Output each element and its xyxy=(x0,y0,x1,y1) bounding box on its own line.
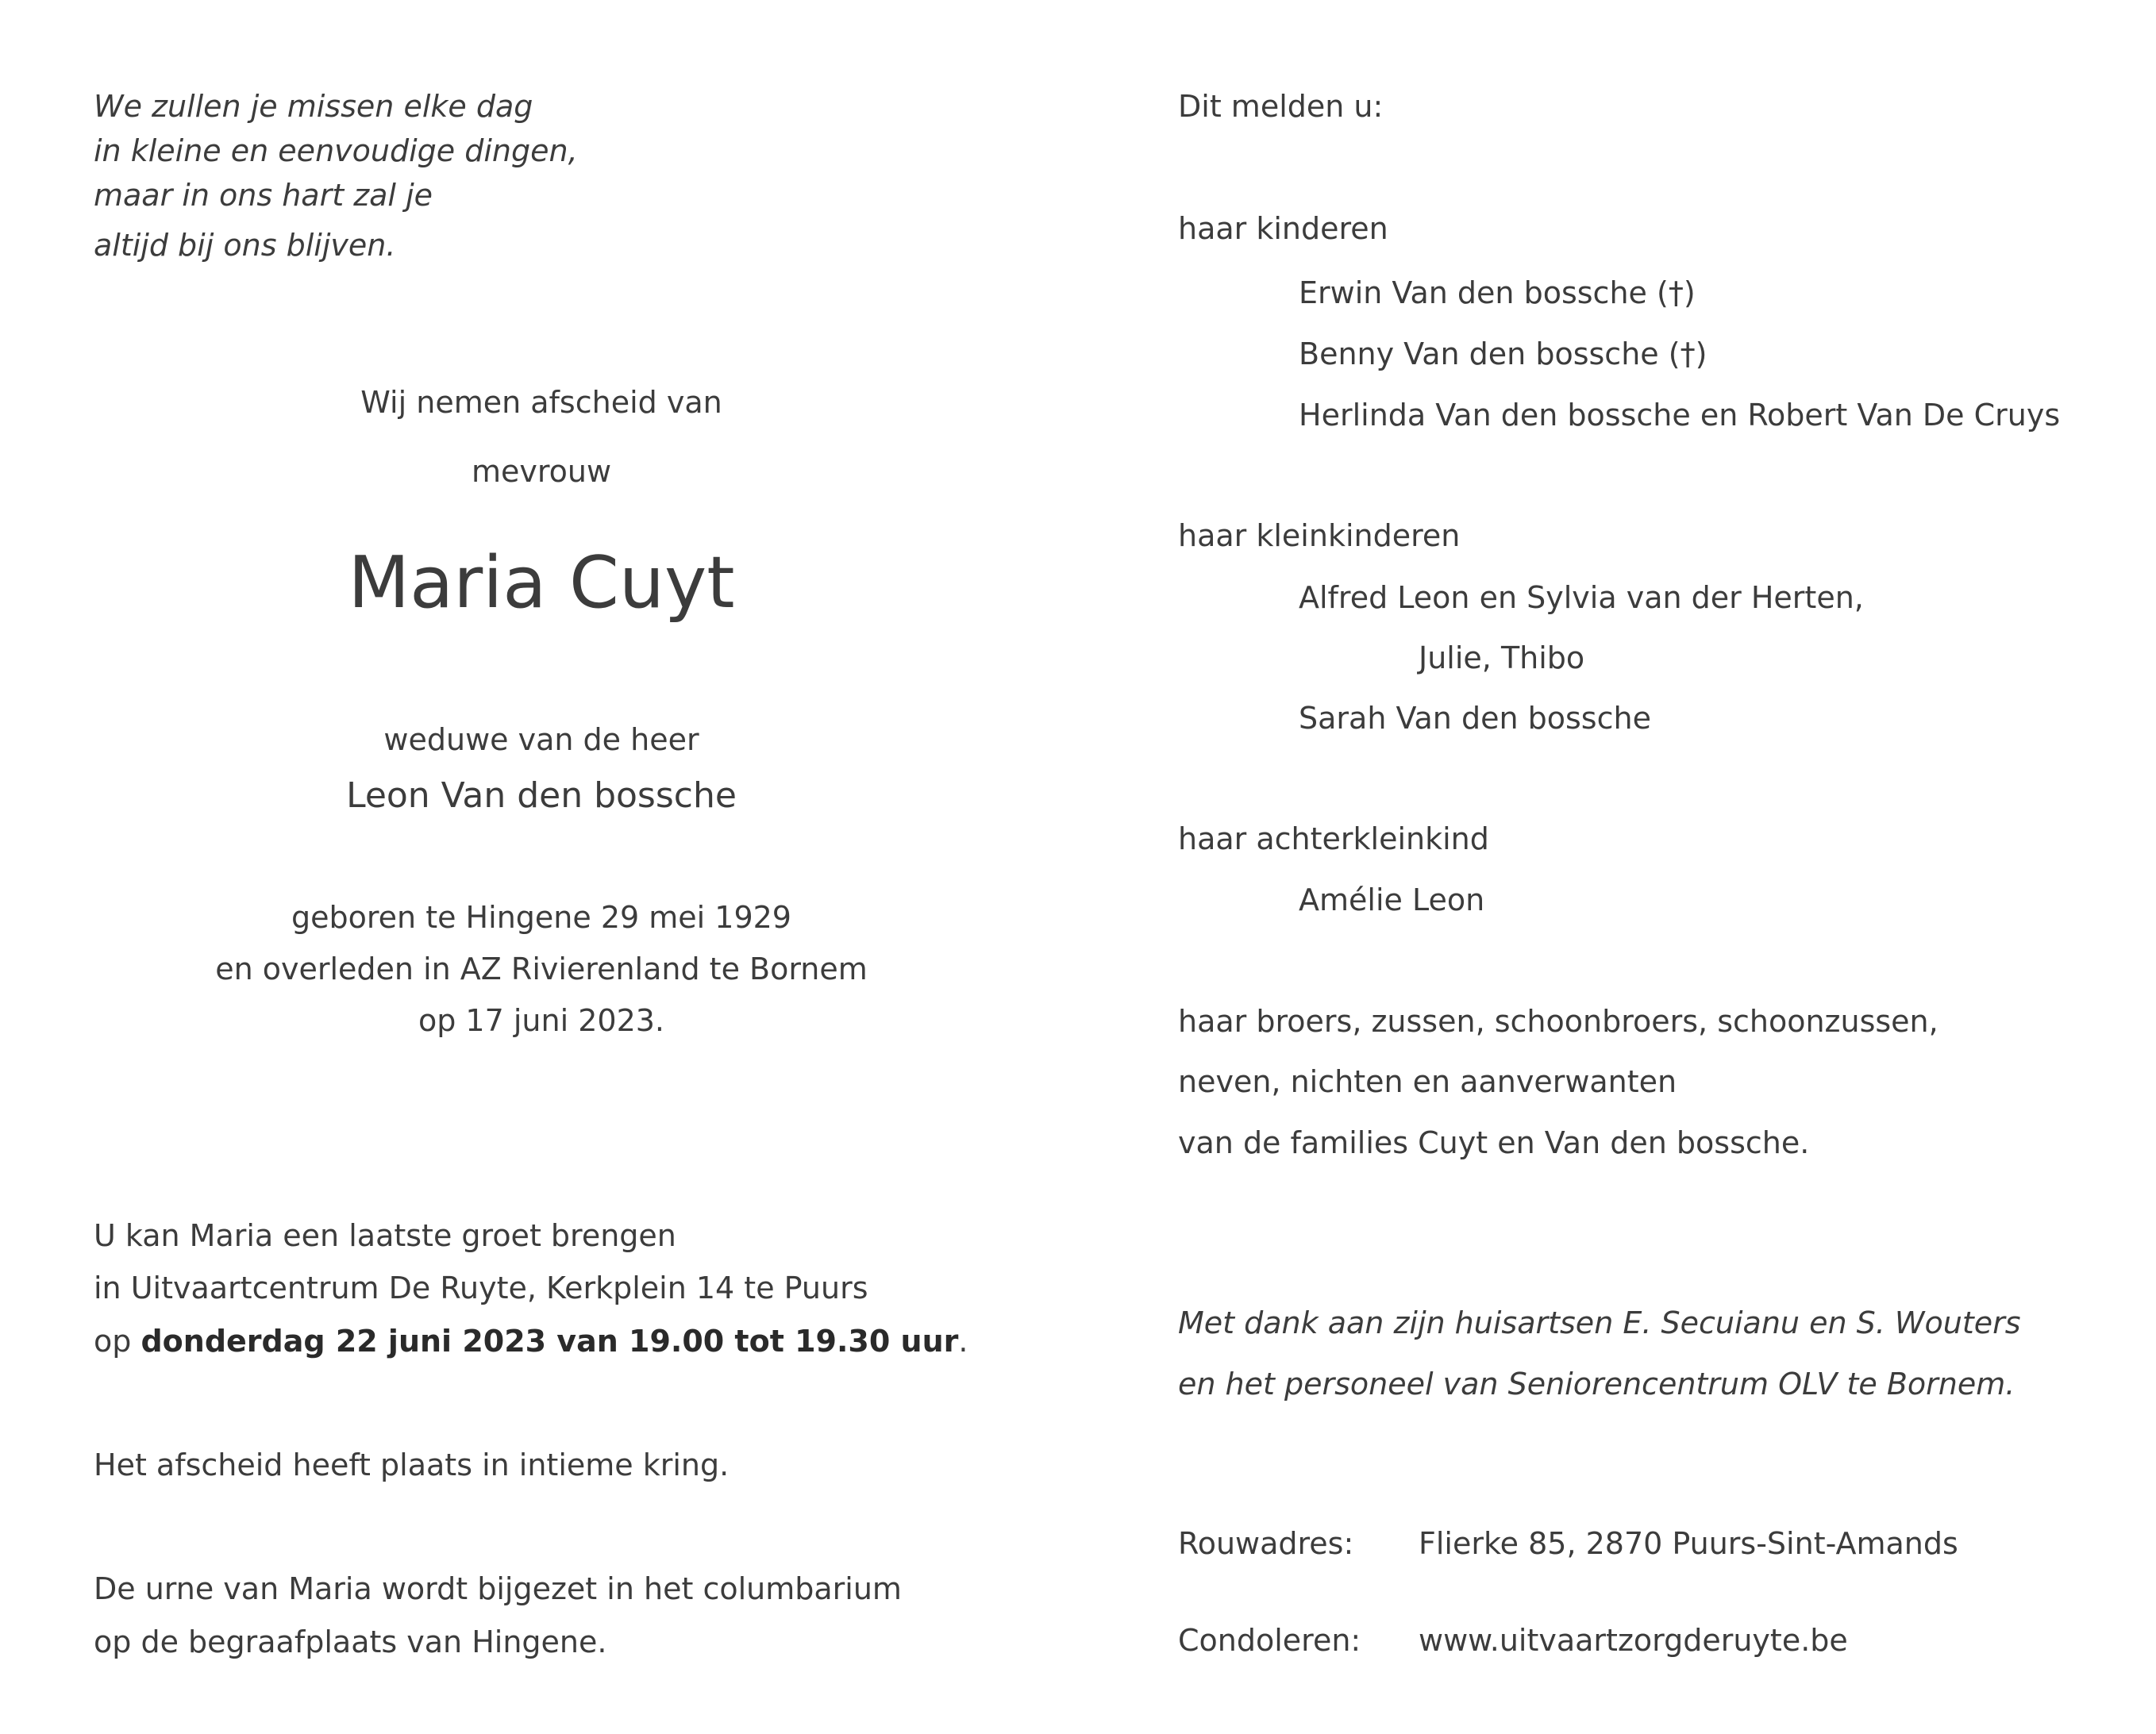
child-name: Erwin Van den bossche (†) xyxy=(1299,275,1696,310)
condole-label: Condoleren: xyxy=(1178,1623,1361,1658)
death-date: op 17 juni 2023. xyxy=(418,1003,665,1038)
husband-name: Leon Van den bossche xyxy=(346,775,737,816)
urn-line: op de begraafplaats van Hingene. xyxy=(94,1624,607,1659)
great-grandchild-name: Amélie Leon xyxy=(1299,882,1485,917)
children-label: haar kinderen xyxy=(1178,211,1388,246)
deceased-name: Maria Cuyt xyxy=(348,541,735,625)
poem-line: maar in ons hart zal je xyxy=(94,178,433,213)
condole-website[interactable]: www.uitvaartzorgderuyte.be xyxy=(1419,1623,1848,1658)
grandchild-name: Alfred Leon en Sylvia van der Herten, xyxy=(1299,580,1864,615)
family-line: van de families Cuyt en Van den bossche. xyxy=(1178,1125,1810,1160)
address-label: Rouwadres: xyxy=(1178,1526,1354,1561)
thanks-line: en het personeel van Seniorencentrum OLV te Bornem. xyxy=(1178,1367,2015,1401)
address-value: Flierke 85, 2870 Puurs-Sint-Amands xyxy=(1419,1526,1958,1561)
grandchild-name: Sarah Van den bossche xyxy=(1299,701,1651,736)
family-line: haar broers, zussen, schoonbroers, schoonzussen, xyxy=(1178,1004,1938,1039)
visit-prefix: op xyxy=(94,1324,132,1359)
child-name: Herlinda Van den bossche en Robert Van De Cruys xyxy=(1299,398,2061,433)
great-grandchild-label: haar achterkleinkind xyxy=(1178,821,1489,856)
visit-line: U kan Maria een laatste groet brengen xyxy=(94,1218,676,1253)
honorific: mevrouw xyxy=(471,454,612,489)
death-line: en overleden in AZ Rivierenland te Bornem xyxy=(215,952,868,986)
visit-suffix: . xyxy=(958,1324,968,1359)
visit-time: donderdag 22 juni 2023 van 19.00 tot 19.30 uur xyxy=(141,1324,959,1359)
poem-line: We zullen je missen elke dag xyxy=(94,89,533,124)
farewell-note: Het afscheid heeft plaats in intieme kring. xyxy=(94,1448,730,1482)
visit-line: in Uitvaartcentrum De Ruyte, Kerkplein 14 te Puurs xyxy=(94,1271,868,1305)
family-line: neven, nichten en aanverwanten xyxy=(1178,1064,1677,1099)
birth-line: geboren te Hingene 29 mei 1929 xyxy=(291,900,791,935)
thanks-line: Met dank aan zijn huisartsen E. Secuianu en S. Wouters xyxy=(1178,1305,2021,1340)
poem-line: in kleine en eenvoudige dingen, xyxy=(94,133,578,168)
announce-heading: Dit melden u: xyxy=(1178,89,1384,124)
grandchild-name: Julie, Thibo xyxy=(1419,640,1585,675)
child-name: Benny Van den bossche (†) xyxy=(1299,336,1707,371)
poem-line: altijd bij ons blijven. xyxy=(94,228,396,263)
widow-label: weduwe van de heer xyxy=(383,722,699,757)
urn-line: De urne van Maria wordt bijgezet in het columbarium xyxy=(94,1571,902,1606)
visit-time-line xyxy=(94,1324,968,1359)
intro-line: Wij nemen afscheid van xyxy=(360,385,722,420)
grandchildren-label: haar kleinkinderen xyxy=(1178,518,1461,553)
